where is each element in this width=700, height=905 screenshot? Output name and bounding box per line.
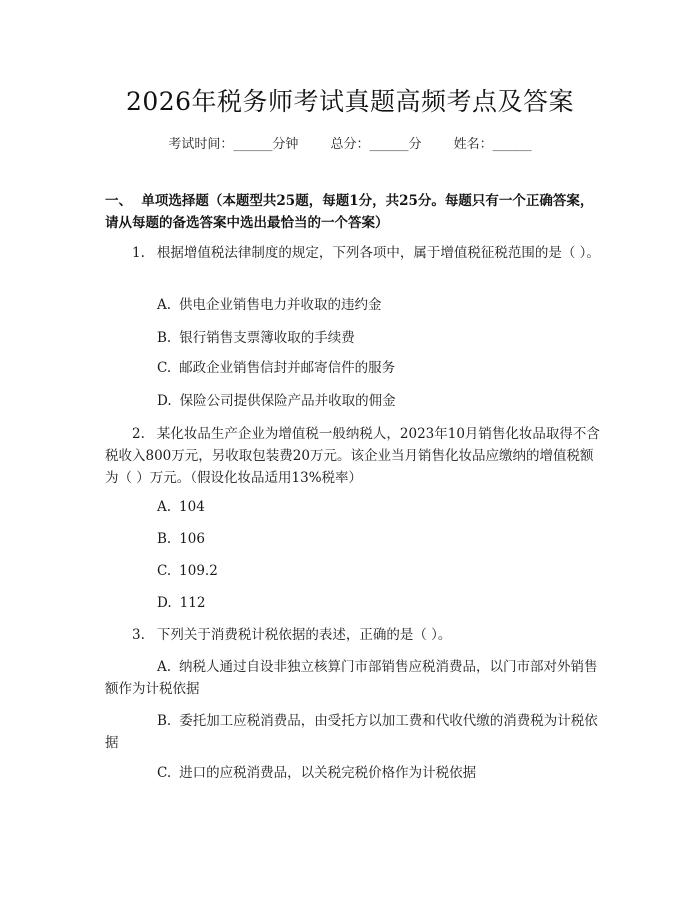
option-1b bbox=[105, 327, 600, 349]
exam-info-line bbox=[0, 133, 700, 152]
option-letter: A. bbox=[157, 659, 172, 675]
exam-time-blank: ______ bbox=[233, 137, 273, 152]
question-text: 根据增值税法律制度的规定，下列各项中，属于增值税征税范围的是（ ）。 bbox=[156, 245, 600, 261]
option-text: 112 bbox=[179, 595, 206, 611]
option-text: 进口的应税消费品，以关税完税价格作为计税依据 bbox=[179, 765, 477, 781]
option-text: 纳税人通过自设非独立核算门市部销售应税消费品，以门市部对外销售额作为计税依据 bbox=[105, 659, 598, 697]
name-blank: ______ bbox=[492, 137, 532, 152]
name-label: 姓名： bbox=[453, 137, 493, 152]
option-text: 109.2 bbox=[179, 563, 218, 579]
option-1c bbox=[105, 357, 600, 379]
option-3b bbox=[105, 710, 600, 754]
option-3a bbox=[105, 656, 600, 700]
exam-time-label: 考试时间： bbox=[168, 137, 234, 152]
section-number: 一、 bbox=[105, 193, 132, 209]
option-text: 供电企业销售电力并收取的违约金 bbox=[179, 297, 382, 313]
option-letter: C. bbox=[157, 360, 172, 376]
question-3 bbox=[105, 624, 600, 646]
option-letter: A. bbox=[157, 297, 172, 313]
option-letter: B. bbox=[157, 713, 172, 729]
total-score-label: 总分： bbox=[330, 137, 370, 152]
option-text: 银行销售支票簿收取的手续费 bbox=[179, 330, 355, 346]
question-1 bbox=[105, 242, 600, 264]
option-letter: C. bbox=[157, 563, 172, 579]
total-score-blank: ______ bbox=[369, 137, 409, 152]
section-heading-text: 单项选择题（本题型共25题，每题1分，共25分。每题只有一个正确答案，请从每题的备选答案中选出最恰当的一个答案） bbox=[105, 193, 594, 231]
option-2b bbox=[105, 528, 600, 550]
option-1d bbox=[105, 390, 600, 412]
option-text: 委托加工应税消费品，由受托方以加工费和代收代缴的消费税为计税依据 bbox=[105, 713, 598, 751]
document-title: 2026年税务师考试真题高频考点及答案 bbox=[125, 87, 575, 116]
option-text: 106 bbox=[179, 531, 205, 547]
question-text: 某化妆品生产企业为增值税一般纳税人，2023年10月销售化妆品取得不含税收入800万元，另收取包装费20万元。该企业当月销售化妆品应缴纳的增值税额为（ ）万元。（假设化妆品适用13%税率） bbox=[105, 426, 600, 486]
name-field bbox=[454, 137, 532, 152]
option-3c bbox=[105, 762, 600, 784]
option-letter: D. bbox=[157, 393, 172, 409]
question-text: 下列关于消费税计税依据的表述，正确的是（ ）。 bbox=[156, 627, 452, 643]
option-text: 邮政企业销售信封并邮寄信件的服务 bbox=[179, 360, 396, 376]
section-heading bbox=[105, 190, 600, 234]
option-2d bbox=[105, 592, 600, 614]
option-letter: B. bbox=[157, 330, 172, 346]
option-text: 保险公司提供保险产品并收取的佣金 bbox=[179, 393, 396, 409]
total-score-unit: 分 bbox=[408, 137, 422, 152]
exam-time-unit: 分钟 bbox=[272, 137, 299, 152]
option-1a bbox=[105, 294, 600, 316]
option-letter: B. bbox=[157, 531, 172, 547]
option-2c bbox=[105, 560, 600, 582]
option-2a bbox=[105, 496, 600, 518]
option-letter: D. bbox=[157, 595, 172, 611]
option-letter: A. bbox=[157, 499, 172, 515]
total-score-field bbox=[330, 137, 425, 152]
exam-time-field bbox=[168, 137, 302, 152]
question-number: 3. bbox=[132, 627, 145, 643]
question-number: 2. bbox=[132, 426, 145, 442]
question-number: 1. bbox=[132, 245, 145, 261]
option-letter: C. bbox=[157, 765, 172, 781]
question-2 bbox=[105, 423, 600, 489]
option-text: 104 bbox=[179, 499, 205, 515]
